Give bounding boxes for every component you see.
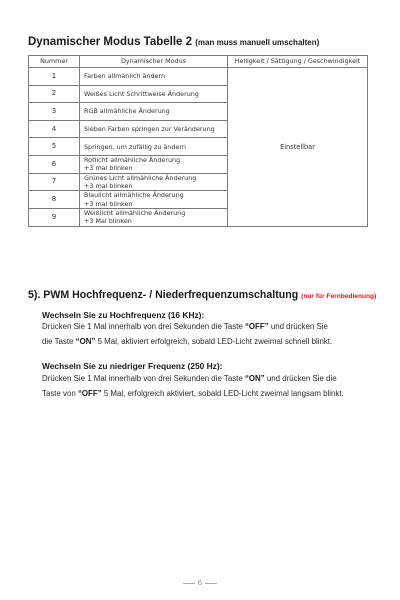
row-mode	[80, 173, 228, 191]
text-span: und drücken Sie die	[264, 374, 337, 383]
table-row	[29, 68, 368, 86]
high-frequency-paragraph	[42, 320, 332, 349]
adjustable-cell: Einstellbar	[228, 68, 368, 227]
text-span: Drücken Sie 1 Mal innerhalb von drei Sekunden die Taste	[42, 374, 245, 383]
mode-line-1: Farben allmählich ändern	[84, 72, 166, 81]
section-note: (nur für Fernbedienung)	[301, 293, 377, 300]
row-number: 3	[29, 103, 80, 121]
dynamic-mode-table	[28, 55, 368, 227]
mode-line-2: +3 Mal blinken	[84, 217, 132, 226]
header-helligkeit: Helligkeit / Sättigung / Geschwindigkeit	[228, 56, 368, 68]
mode-line-1: Rotlicht allmähliche Änderung	[84, 155, 181, 164]
table-title-sub: (man muss manuell umschalten)	[195, 38, 320, 47]
mode-line-1: RGB allmähliche Änderung	[84, 107, 170, 116]
row-mode	[80, 138, 228, 156]
low-frequency-heading: Wechseln Sie zu niedriger Frequenz (250 Hz):	[42, 361, 223, 371]
high-frequency-heading: Wechseln Sie zu Hochfrequenz (16 KHz):	[42, 310, 205, 320]
text-span: Drücken Sie 1 Mal innerhalb von drei Sekunden die Taste	[42, 322, 245, 331]
mode-line-1: Blaulicht allmähliche Änderung	[84, 191, 184, 200]
low-line-1	[42, 372, 344, 387]
page-number	[0, 578, 400, 587]
section-title	[28, 289, 376, 301]
table-header-row	[29, 56, 368, 68]
mode-line-1: Springen, um zufällig zu ändern	[84, 142, 186, 151]
row-number: 2	[29, 85, 80, 103]
text-span: und drücken Sie	[268, 322, 328, 331]
row-number: 9	[29, 208, 80, 226]
row-mode	[80, 68, 228, 86]
text-span: die Taste	[42, 336, 76, 346]
mode-line-2: +3 mal blinken	[84, 181, 133, 190]
row-mode	[80, 120, 228, 138]
table-title-main: Dynamischer Modus Tabelle 2	[28, 36, 193, 48]
off-key-label: “OFF”	[244, 322, 269, 331]
on-key-label: “ON”	[244, 374, 265, 383]
text-span: Taste von	[42, 388, 78, 398]
section-title-text: 5). PWM Hochfrequenz- / Niederfrequenzumschaltung	[28, 289, 299, 301]
row-mode	[80, 85, 228, 103]
page-number-text: 6	[197, 578, 203, 587]
on-key-label: “ON”	[75, 336, 96, 346]
table-title	[28, 36, 319, 48]
low-frequency-paragraph	[42, 372, 344, 401]
row-mode	[80, 208, 228, 226]
mode-line-2: +3 mal blinken	[84, 164, 133, 173]
mode-line-1: Grünes Licht allmähliche Änderung	[84, 173, 197, 182]
header-modus: Dynamischer Modus	[80, 56, 228, 68]
page-dash-left	[183, 583, 195, 584]
header-nummer: Nummer	[29, 56, 80, 68]
row-number: 4	[29, 120, 80, 138]
row-mode	[80, 191, 228, 209]
row-number: 7	[29, 173, 80, 191]
row-mode	[80, 103, 228, 121]
mode-line-1: Weißes Licht Schrittweise Änderung	[84, 89, 199, 98]
mode-line-2: +3 mal blinken	[84, 199, 133, 208]
mode-line-1: Sieben Farben springen zur Veränderung	[84, 124, 215, 133]
low-line-2	[42, 387, 344, 402]
row-mode	[80, 155, 228, 173]
table-body	[29, 68, 368, 227]
text-span: 5 Mal, erfolgreich aktiviert, sobald LED-Licht zweimal langsam blinkt.	[101, 388, 344, 398]
row-number: 8	[29, 191, 80, 209]
mode-line-1: Weißlicht allmähliche Änderung	[84, 208, 186, 217]
page-dash-right	[205, 583, 217, 584]
off-key-label: “OFF”	[77, 388, 102, 398]
high-line-2	[42, 335, 332, 350]
row-number: 5	[29, 138, 80, 156]
high-line-1	[42, 320, 332, 335]
row-number: 1	[29, 68, 80, 86]
text-span: 5 Mal, aktiviert erfolgreich, sobald LED-Licht zweimal schnell blinkt.	[95, 336, 333, 346]
row-number: 6	[29, 155, 80, 173]
